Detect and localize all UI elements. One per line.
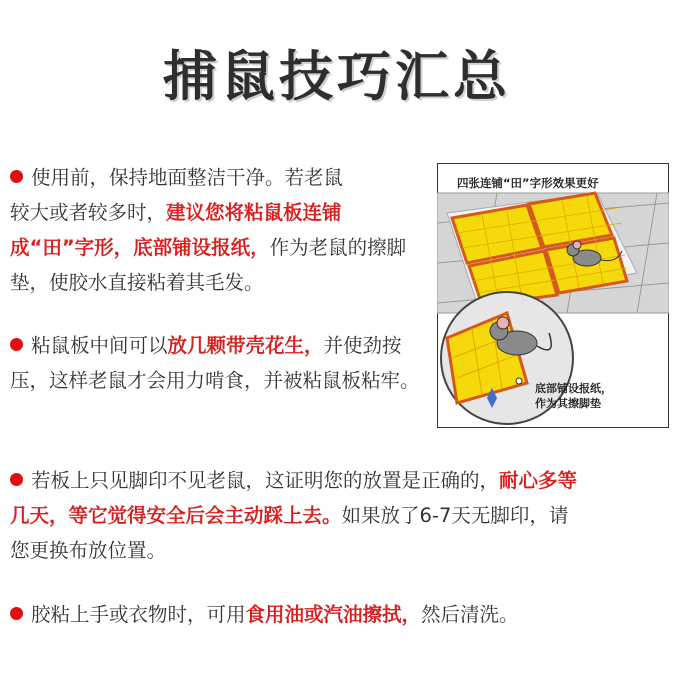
tip-2-text-c: 并使劲按压，这样老鼠才会用力啃食，并被粘鼠板粘牢。 — [10, 334, 420, 392]
tip-4-text-c: 然后清洗。 — [421, 603, 519, 626]
bullet-icon — [10, 607, 23, 620]
tip-1 — [10, 160, 420, 300]
bullet-icon — [10, 170, 23, 183]
tip-3 — [10, 463, 674, 568]
tip-2 — [10, 328, 420, 398]
tip-2-text-a: 粘鼠板中间可以 — [31, 334, 168, 357]
tip-4-highlight: 食用油或汽油擦拭， — [245, 603, 422, 626]
illustration-label-bottom-line2: 作为其擦脚垫 — [535, 397, 601, 410]
tip-1-highlight: 建议您将粘鼠板连铺成“田”字形，底部铺设报纸， — [10, 201, 342, 259]
tip-4 — [10, 597, 674, 632]
bullet-icon — [10, 473, 23, 486]
tip-4-text-a: 胶粘上手或衣物时，可用 — [31, 603, 246, 626]
illustration-label-top: 四张连铺“田”字形效果更好 — [457, 176, 599, 190]
tip-1-line1: 使用前，保持地面整洁干净。若老鼠 — [31, 166, 344, 189]
tip-3-highlight-a: 耐心多等 — [499, 469, 578, 492]
bullet-icon — [10, 338, 23, 351]
tip-1-text-c: 作为老鼠的擦脚垫，使胶水直接粘着其毛发。 — [10, 236, 407, 294]
illustration-label-bottom — [535, 381, 645, 411]
tip-3-highlight-b: 几天，等它觉得安全后会主动踩上去。 — [10, 504, 342, 527]
tip-3-text-a: 若板上只见脚印不见老鼠，这证明您的放置是正确的， — [31, 469, 500, 492]
tip-3-text-e: 您更换布放位置。 — [10, 539, 167, 562]
tip-3-text-d: 如果放了6-7天无脚印，请 — [341, 504, 569, 527]
illustration-label-bottom-line1: 底部铺设报纸， — [535, 382, 612, 395]
page-title: 捕鼠技巧汇总 — [163, 45, 511, 108]
tip-1-text-a: 较大或者较多时， — [10, 201, 167, 224]
tip-2-highlight: 放几颗带壳花生， — [167, 334, 324, 357]
